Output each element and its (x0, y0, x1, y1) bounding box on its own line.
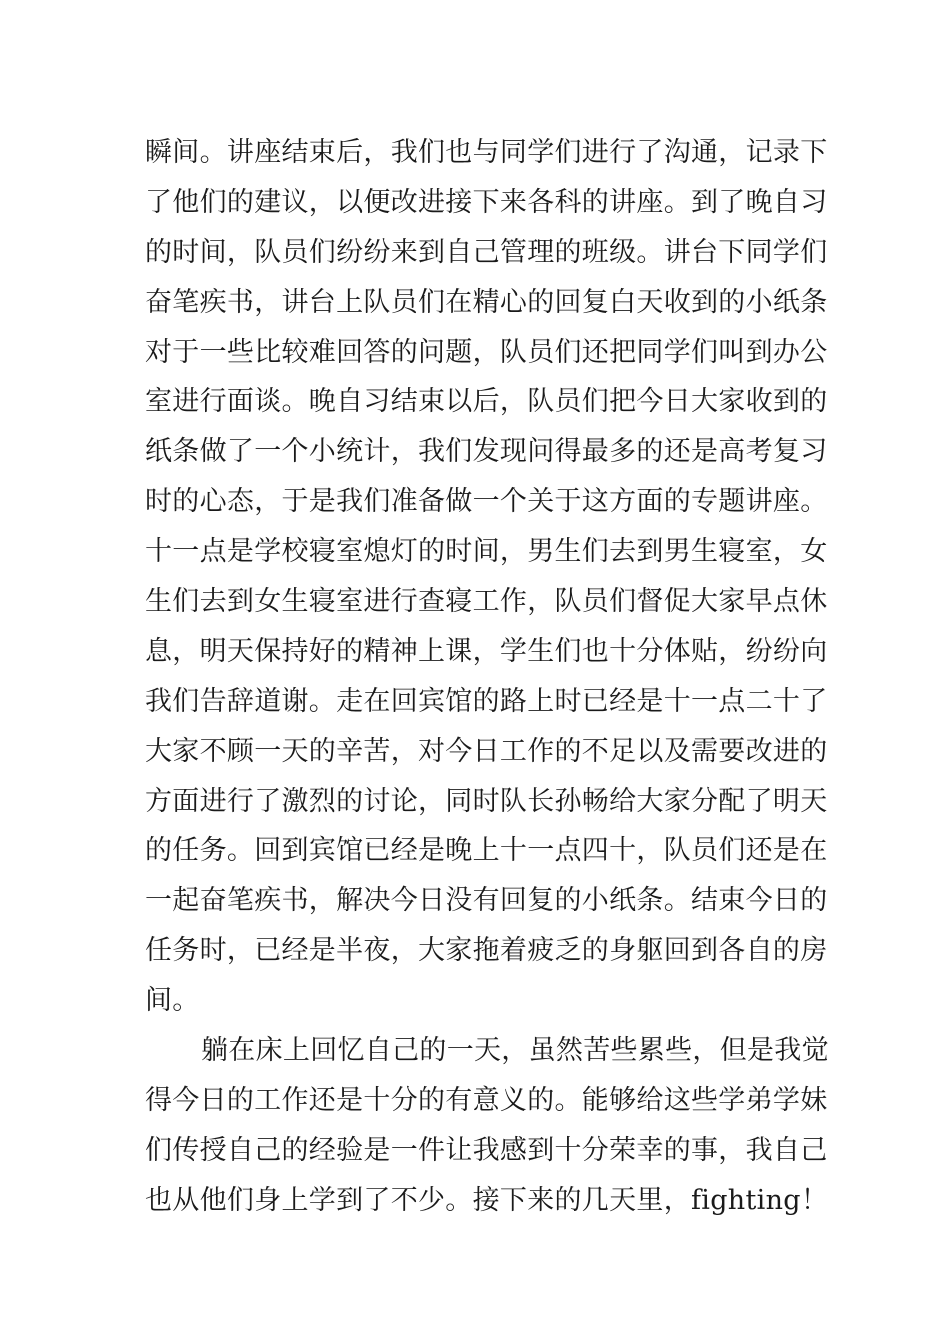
text-line: 了他们的建议，以便改进接下来各科的讲座。到了晚自习 (145, 186, 828, 218)
paragraph-2 (145, 1026, 829, 1226)
text-line: 瞬间。讲座结束后，我们也与同学们进行了沟通，记录下 (145, 137, 828, 168)
text-line: 奋笔疾书，讲台上队员们在精心的回复白天收到的小纸条 (145, 286, 828, 318)
text-line: 躺在床上回忆自己的一天，虽然苦些累些，但是我觉 (201, 1035, 829, 1066)
text-line: 们传授自己的经验是一件让我感到十分荣幸的事，我自己 (145, 1134, 828, 1166)
text-line: 也从他们身上学到了不少。接下来的几天里，fighting！ (145, 1184, 829, 1216)
paragraph-1 (145, 128, 828, 1026)
text-line: 任务时，已经是半夜，大家拖着疲乏的身躯回到各自的房 (145, 935, 828, 967)
text-line: 得今日的工作还是十分的有意义的。能够给这些学弟学妹 (145, 1084, 828, 1116)
text-line: 室进行面谈。晚自习结束以后，队员们把今日大家收到的 (145, 386, 828, 418)
text-line: 纸条做了一个小统计，我们发现问得最多的还是高考复习 (145, 436, 828, 468)
text-line: 方面进行了激烈的讨论，同时队长孙畅给大家分配了明天 (145, 785, 828, 817)
text-line: 生们去到女生寝室进行查寝工作，队员们督促大家早点休 (145, 586, 828, 618)
text-line: 我们告辞道谢。走在回宾馆的路上时已经是十一点二十了 (145, 685, 828, 717)
text-line: 间。 (145, 985, 200, 1017)
text-line: 时的心态，于是我们准备做一个关于这方面的专题讲座。 (145, 486, 828, 518)
text-line: 的时间，队员们纷纷来到自己管理的班级。讲台下同学们 (145, 236, 828, 268)
text-line: 十一点是学校寝室熄灯的时间，男生们去到男生寝室，女 (145, 536, 828, 568)
text-line: 对于一些比较难回答的问题，队员们还把同学们叫到办公 (145, 336, 828, 368)
text-line: 一起奋笔疾书，解决今日没有回复的小纸条。结束今日的 (145, 885, 828, 917)
text-line: 大家不顾一天的辛苦，对今日工作的不足以及需要改进的 (145, 735, 828, 767)
text-line: 息，明天保持好的精神上课，学生们也十分体贴，纷纷向 (145, 635, 828, 667)
text-line: 的任务。回到宾馆已经是晚上十一点四十，队员们还是在 (145, 835, 828, 867)
